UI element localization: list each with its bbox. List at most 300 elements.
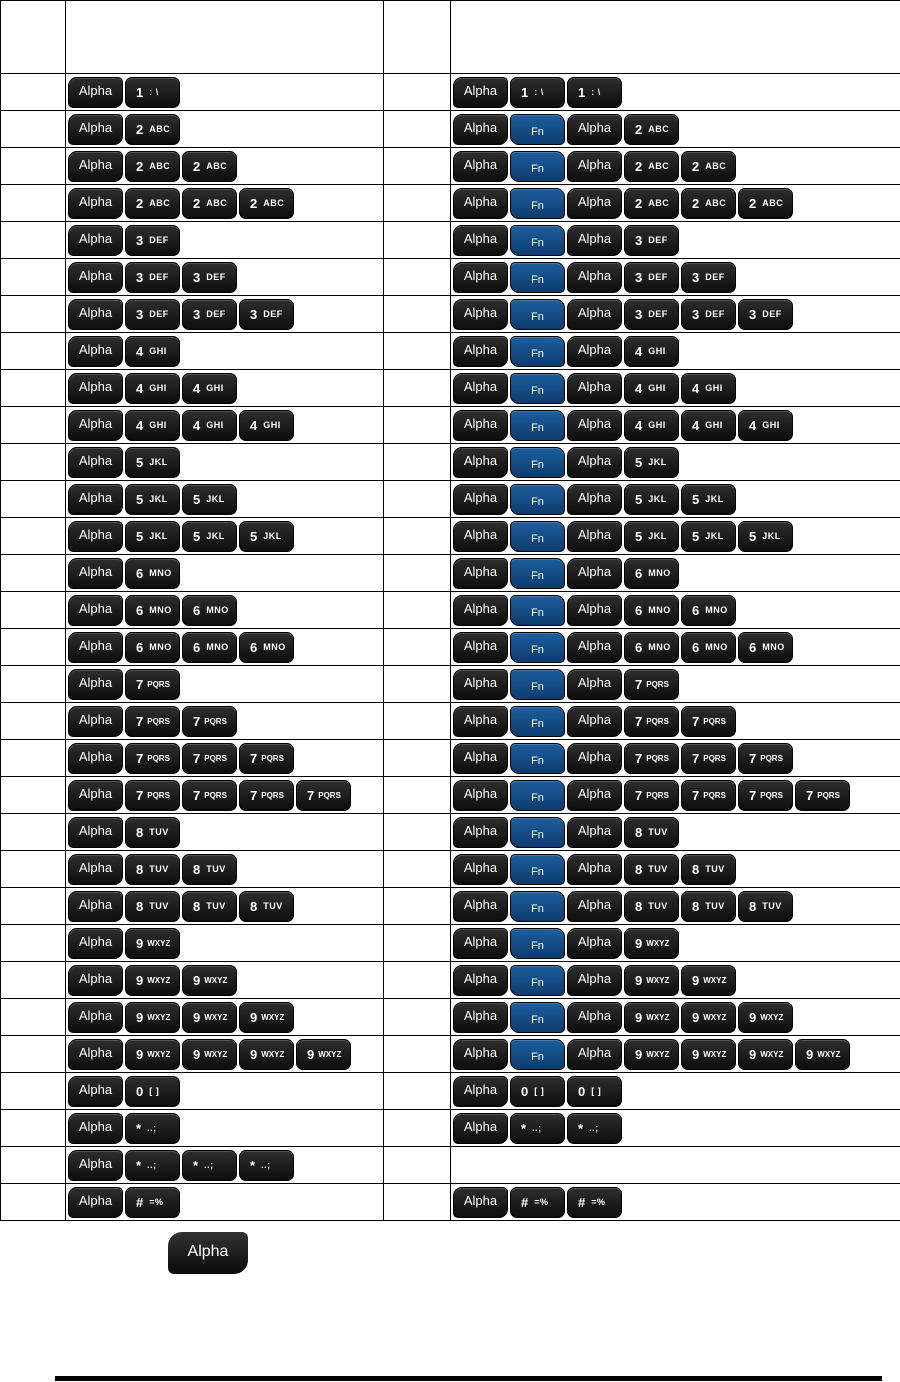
alpha-key-icon: Alpha: [453, 669, 508, 700]
key-letters: WXYZ: [760, 1012, 784, 1022]
empty-cell: [384, 222, 451, 259]
key-letters: WXYZ: [204, 975, 228, 985]
alpha-key-icon: Alpha: [453, 1076, 508, 1107]
key-letters: PQRS: [817, 790, 840, 800]
key-digit: 9: [193, 1009, 201, 1025]
table-row: [1, 814, 900, 851]
key-digit: 5: [193, 491, 201, 507]
key-sequence: [451, 259, 900, 295]
empty-cell: [384, 259, 451, 296]
key-letters: GHI: [648, 420, 666, 430]
key-letters: MNO: [206, 605, 229, 615]
key-letters: ABC: [648, 198, 670, 208]
key-2-icon: [624, 188, 679, 219]
key-letters: JKL: [206, 494, 225, 504]
key-digit: 7: [250, 750, 258, 766]
key-digit: 6: [250, 639, 258, 655]
key-8-icon: [239, 891, 294, 922]
key-letters: ABC: [206, 161, 228, 171]
key-letters: DEF: [263, 309, 283, 319]
key-sequence: [451, 629, 900, 665]
key-sequence: [66, 703, 383, 739]
key-letters: DEF: [705, 272, 725, 282]
key-letters: WXYZ: [147, 975, 171, 985]
empty-cell: [1, 1184, 66, 1221]
key-digit: 6: [635, 639, 643, 655]
alpha-key-icon: Alpha: [567, 299, 622, 330]
right-sequence-cell: [451, 629, 900, 666]
alpha-key-icon: Alpha: [68, 595, 123, 626]
table-row: [1, 962, 900, 999]
fn-key-icon: Fn: [510, 1002, 565, 1033]
table-row: [1, 740, 900, 777]
key-letters: =%: [534, 1197, 549, 1207]
alpha-key-icon: Alpha: [68, 410, 123, 441]
table-row: [1, 1184, 900, 1221]
key-digit: #: [136, 1194, 144, 1210]
key-letters: ABC: [762, 198, 784, 208]
alpha-key-icon: Alpha: [453, 743, 508, 774]
key-digit: 3: [749, 306, 757, 322]
key-sequence: [66, 185, 383, 221]
empty-cell: [384, 777, 451, 814]
key-letters: ABC: [648, 124, 670, 134]
left-sequence-cell: [66, 1110, 384, 1147]
right-sequence-cell: [451, 999, 900, 1036]
alpha-key-icon: Alpha: [68, 928, 123, 959]
table-row: [1, 999, 900, 1036]
key-letters: : \: [149, 87, 159, 97]
key-letters: WXYZ: [646, 938, 670, 948]
empty-cell: [384, 518, 451, 555]
key-digit: 7: [692, 713, 700, 729]
table-row: [1, 555, 900, 592]
table-row: [1, 518, 900, 555]
key-letters: TUV: [206, 901, 226, 911]
key-4-icon: [125, 373, 180, 404]
key-hash-icon: [125, 1187, 180, 1218]
key-3-icon: [125, 299, 180, 330]
empty-cell: [1, 222, 66, 259]
key-6-icon: [681, 632, 736, 663]
empty-cell: [384, 999, 451, 1036]
key-digit: 3: [250, 306, 258, 322]
key-digit: 5: [692, 491, 700, 507]
key-9-icon: [624, 1039, 679, 1070]
key-7-icon: [125, 669, 180, 700]
key-digit: 6: [193, 602, 201, 618]
header-cell: [451, 1, 900, 74]
left-sequence-cell: [66, 259, 384, 296]
key-6-icon: [624, 558, 679, 589]
right-sequence-cell: [451, 888, 900, 925]
key-sequence: [451, 851, 900, 887]
empty-cell: [1, 592, 66, 629]
key-6-icon: [125, 632, 180, 663]
key-letters: MNO: [648, 642, 671, 652]
table-row: [1, 148, 900, 185]
alpha-key-icon: Alpha: [453, 1187, 508, 1218]
table-row: [1, 703, 900, 740]
alpha-key-icon: Alpha: [68, 188, 123, 219]
key-digit: 4: [635, 417, 643, 433]
right-sequence-cell: [451, 851, 900, 888]
key-letters: PQRS: [646, 753, 669, 763]
key-letters: MNO: [149, 568, 172, 578]
key-digit: 4: [136, 380, 144, 396]
key-letters: PQRS: [261, 790, 284, 800]
key-letters: WXYZ: [760, 1049, 784, 1059]
alpha-key-icon: Alpha: [567, 669, 622, 700]
key-letters: MNO: [263, 642, 286, 652]
key-sequence: [451, 1110, 900, 1146]
alpha-key-icon: Alpha: [567, 373, 622, 404]
alpha-key-icon: Alpha: [567, 114, 622, 145]
left-sequence-cell: [66, 629, 384, 666]
left-sequence-cell: [66, 555, 384, 592]
key-letters: TUV: [648, 901, 668, 911]
alpha-key-icon: Alpha: [567, 1002, 622, 1033]
fn-key-icon: Fn: [510, 558, 565, 589]
right-sequence-cell: [451, 962, 900, 999]
key-digit: 7: [136, 750, 144, 766]
key-letters: ABC: [705, 161, 727, 171]
key-sequence: [66, 740, 383, 776]
table-row: [1, 185, 900, 222]
key-letters: PQRS: [318, 790, 341, 800]
key-letters: [ ]: [591, 1086, 602, 1096]
key-sequence: [451, 481, 900, 517]
key-sequence: [66, 666, 383, 702]
empty-cell: [384, 1147, 451, 1184]
key-8-icon: [624, 891, 679, 922]
key-letters: DEF: [206, 309, 226, 319]
key-7-icon: [624, 669, 679, 700]
key-9-icon: [624, 928, 679, 959]
key-digit: 0: [136, 1083, 144, 1099]
key-7-icon: [239, 743, 294, 774]
empty-cell: [384, 962, 451, 999]
key-sequence: [451, 407, 900, 443]
key-8-icon: [681, 854, 736, 885]
right-sequence-cell: [451, 407, 900, 444]
fn-key-icon: Fn: [510, 336, 565, 367]
key-letters: WXYZ: [261, 1012, 285, 1022]
key-digit: 2: [635, 195, 643, 211]
empty-cell: [1, 555, 66, 592]
alpha-key-icon: Alpha: [453, 817, 508, 848]
header-cell: [384, 1, 451, 74]
key-digit: #: [578, 1194, 586, 1210]
key-5-icon: [182, 484, 237, 515]
key-4-icon: [624, 373, 679, 404]
alpha-key-icon: Alpha: [453, 706, 508, 737]
key-digit: 2: [250, 195, 258, 211]
key-sequence: [66, 222, 383, 258]
fn-key-icon: Fn: [510, 114, 565, 145]
key-2-icon: [239, 188, 294, 219]
key-sequence: [66, 148, 383, 184]
key-letters: GHI: [206, 383, 224, 393]
key-3-icon: [239, 299, 294, 330]
key-0-icon: [510, 1076, 565, 1107]
empty-cell: [384, 407, 451, 444]
empty-cell: [1, 481, 66, 518]
key-7-icon: [624, 743, 679, 774]
left-sequence-cell: [66, 518, 384, 555]
key-digit: 6: [692, 602, 700, 618]
alpha-key-icon: Alpha: [453, 965, 508, 996]
key-letters: DEF: [206, 272, 226, 282]
key-digit: *: [136, 1157, 142, 1173]
key-letters: JKL: [705, 494, 724, 504]
right-sequence-cell: [451, 259, 900, 296]
right-sequence-cell: [451, 592, 900, 629]
key-2-icon: [624, 151, 679, 182]
key-digit: 9: [193, 972, 201, 988]
key-digit: 2: [635, 121, 643, 137]
key-5-icon: [125, 484, 180, 515]
key-sequence: [66, 1073, 383, 1109]
empty-cell: [384, 629, 451, 666]
key-sequence: [66, 481, 383, 517]
alpha-key-icon: Alpha: [453, 373, 508, 404]
key-letters: ..;: [147, 1123, 157, 1133]
table-row: [1, 851, 900, 888]
key-sequence: [451, 444, 900, 480]
key-sequence: [66, 888, 383, 924]
key-letters: PQRS: [703, 716, 726, 726]
key-hash-icon: [510, 1187, 565, 1218]
key-digit: 8: [136, 861, 144, 877]
key-sequence: [451, 592, 900, 628]
key-letters: PQRS: [147, 753, 170, 763]
key-6-icon: [738, 632, 793, 663]
right-sequence-cell: [451, 925, 900, 962]
key-0-icon: [567, 1076, 622, 1107]
key-digit: 0: [521, 1083, 529, 1099]
key-digit: 3: [136, 306, 144, 322]
key-letters: ..;: [261, 1160, 271, 1170]
key-letters: WXYZ: [817, 1049, 841, 1059]
key-digit: 2: [193, 195, 201, 211]
key-9-icon: [681, 1002, 736, 1033]
alpha-key-icon: Alpha: [567, 965, 622, 996]
key-5-icon: [624, 447, 679, 478]
empty-cell: [384, 1110, 451, 1147]
key-digit: *: [521, 1120, 527, 1136]
left-sequence-cell: [66, 740, 384, 777]
key-letters: ABC: [149, 124, 171, 134]
alpha-key-icon: Alpha: [567, 410, 622, 441]
empty-cell: [384, 185, 451, 222]
key-letters: MNO: [705, 642, 728, 652]
alpha-key-icon: Alpha: [68, 706, 123, 737]
key-digit: 4: [692, 417, 700, 433]
key-digit: 4: [193, 380, 201, 396]
key-sequence: [66, 518, 383, 554]
key-9-icon: [125, 1002, 180, 1033]
key-digit: 6: [193, 639, 201, 655]
alpha-key-icon: Alpha: [453, 77, 508, 108]
key-letters: GHI: [149, 346, 167, 356]
key-2-icon: [125, 188, 180, 219]
key-digit: 8: [635, 824, 643, 840]
table-row: [1, 925, 900, 962]
key-letters: WXYZ: [703, 1012, 727, 1022]
key-sequence: [451, 1073, 900, 1109]
key-7-icon: [125, 780, 180, 811]
alpha-key-icon: Alpha: [567, 188, 622, 219]
fn-key-icon: Fn: [510, 780, 565, 811]
table-row: [1, 333, 900, 370]
key-digit: 9: [692, 972, 700, 988]
key-9-icon: [125, 928, 180, 959]
key-2-icon: [681, 151, 736, 182]
alpha-key-icon: Alpha: [567, 706, 622, 737]
left-sequence-cell: [66, 1073, 384, 1110]
key-letters: DEF: [762, 309, 782, 319]
left-sequence-cell: [66, 370, 384, 407]
key-letters: [ ]: [149, 1086, 160, 1096]
empty-cell: [1, 814, 66, 851]
key-digit: 4: [749, 417, 757, 433]
table-row: [1, 74, 900, 111]
key-sequence: [66, 851, 383, 887]
key-letters: TUV: [149, 827, 169, 837]
key-4-icon: [624, 410, 679, 441]
key-digit: 9: [635, 1009, 643, 1025]
key-digit: 1: [521, 84, 529, 100]
key-letters: DEF: [648, 272, 668, 282]
key-letters: JKL: [206, 531, 225, 541]
key-star-icon: [510, 1113, 565, 1144]
key-1-icon: [125, 77, 180, 108]
table-row: [1, 1036, 900, 1073]
key-5-icon: [239, 521, 294, 552]
left-sequence-cell: [66, 814, 384, 851]
key-star-icon: [125, 1113, 180, 1144]
key-letters: ABC: [648, 161, 670, 171]
empty-cell: [1, 407, 66, 444]
key-sequence: [451, 703, 900, 739]
key-7-icon: [738, 743, 793, 774]
key-digit: 8: [250, 898, 258, 914]
empty-cell: [1, 888, 66, 925]
left-sequence-cell: [66, 925, 384, 962]
key-letters: DEF: [648, 235, 668, 245]
alpha-key-icon: Alpha: [68, 484, 123, 515]
fn-key-icon: Fn: [510, 854, 565, 885]
key-letters: TUV: [762, 901, 782, 911]
key-sequence: [451, 370, 900, 406]
key-9-icon: [738, 1039, 793, 1070]
left-sequence-cell: [66, 851, 384, 888]
key-sequence: [451, 777, 900, 813]
key-sequence: [451, 74, 900, 110]
left-sequence-cell: [66, 666, 384, 703]
empty-cell: [384, 111, 451, 148]
key-digit: 4: [136, 417, 144, 433]
key-sequence: [451, 518, 900, 554]
empty-cell: [384, 481, 451, 518]
fn-key-icon: Fn: [510, 373, 565, 404]
alpha-key-icon: Alpha: [68, 891, 123, 922]
fn-key-icon: Fn: [510, 225, 565, 256]
key-digit: 7: [749, 750, 757, 766]
key-letters: GHI: [762, 420, 780, 430]
alpha-key-icon: Alpha: [567, 447, 622, 478]
right-sequence-cell: [451, 1073, 900, 1110]
key-sequence: [451, 999, 900, 1035]
key-8-icon: [624, 854, 679, 885]
key-sequence: [66, 74, 383, 110]
empty-cell: [1, 259, 66, 296]
right-sequence-cell: [451, 1110, 900, 1147]
key-letters: PQRS: [147, 679, 170, 689]
key-digit: 4: [635, 343, 643, 359]
key-3-icon: [624, 262, 679, 293]
left-sequence-cell: [66, 1184, 384, 1221]
fn-key-icon: Fn: [510, 595, 565, 626]
key-6-icon: [182, 595, 237, 626]
key-digit: 9: [307, 1046, 315, 1062]
alpha-key-icon: Alpha: [567, 632, 622, 663]
key-digit: 3: [692, 306, 700, 322]
fn-key-icon: Fn: [510, 299, 565, 330]
key-9-icon: [738, 1002, 793, 1033]
key-1-icon: [567, 77, 622, 108]
key-sequence: [451, 222, 900, 258]
empty-cell: [1, 148, 66, 185]
left-sequence-cell: [66, 888, 384, 925]
key-sequence: [451, 1184, 900, 1220]
key-star-icon: [125, 1150, 180, 1181]
key-letters: ..;: [147, 1160, 157, 1170]
key-digit: 2: [136, 195, 144, 211]
empty-cell: [384, 888, 451, 925]
left-sequence-cell: [66, 222, 384, 259]
empty-cell: [1, 111, 66, 148]
alpha-key-icon: Alpha: [68, 1076, 123, 1107]
key-digit: 5: [136, 491, 144, 507]
key-letters: JKL: [762, 531, 781, 541]
key-letters: GHI: [705, 420, 723, 430]
right-sequence-cell: [451, 444, 900, 481]
key-2-icon: [182, 151, 237, 182]
left-sequence-cell: [66, 444, 384, 481]
table-row: [1, 481, 900, 518]
alpha-key-icon: Alpha: [68, 780, 123, 811]
key-digit: 9: [635, 1046, 643, 1062]
key-letters: TUV: [263, 901, 283, 911]
right-sequence-cell: [451, 333, 900, 370]
alpha-key-icon: Alpha: [567, 817, 622, 848]
right-sequence-cell: [451, 222, 900, 259]
key-digit: 8: [193, 861, 201, 877]
right-sequence-cell: [451, 74, 900, 111]
key-3-icon: [681, 299, 736, 330]
key-4-icon: [182, 373, 237, 404]
key-3-icon: [182, 299, 237, 330]
key-digit: 9: [136, 1009, 144, 1025]
fn-key-icon: Fn: [510, 928, 565, 959]
fn-key-icon: Fn: [510, 817, 565, 848]
key-3-icon: [624, 299, 679, 330]
key-letters: MNO: [705, 605, 728, 615]
key-3-icon: [125, 225, 180, 256]
key-letters: =%: [149, 1197, 164, 1207]
